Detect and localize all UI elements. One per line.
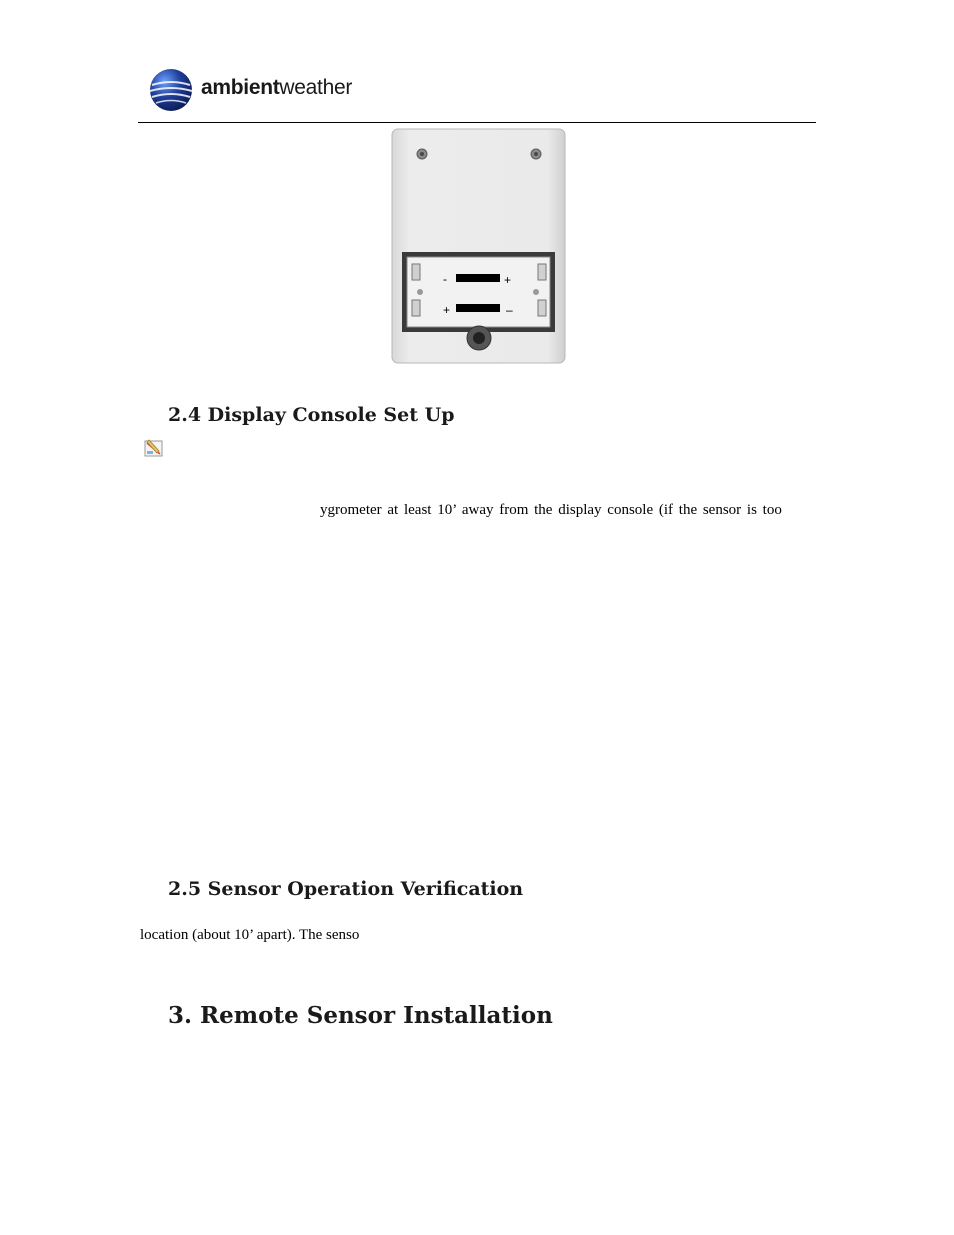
battery-top-plus: + [504, 273, 512, 287]
section-3-heading: 3. Remote Sensor Installation [168, 1002, 553, 1029]
header-rule [138, 122, 816, 123]
section-2-5-heading: 2.5 Sensor Operation Verification [168, 878, 524, 900]
battery-bottom-minus: – [506, 303, 513, 317]
battery-top-minus: - [443, 272, 447, 286]
brand-logo-text [201, 76, 352, 100]
sensor-battery-compartment-figure [390, 126, 568, 366]
section-2-5-line-1: location (about 10’ apart). The senso [140, 927, 360, 943]
broken-image-icon [143, 437, 165, 459]
brand-bold: ambient [201, 76, 280, 99]
section-2-4-heading: 2.4 Display Console Set Up [168, 404, 455, 426]
battery-bottom-plus: + [443, 303, 451, 317]
section-2-4-line-1: ygrometer at least 10’ away from the display console (if the sensor is too [320, 502, 782, 518]
brand-logo-globe-icon [148, 67, 194, 113]
brand-light: weather [279, 76, 353, 99]
